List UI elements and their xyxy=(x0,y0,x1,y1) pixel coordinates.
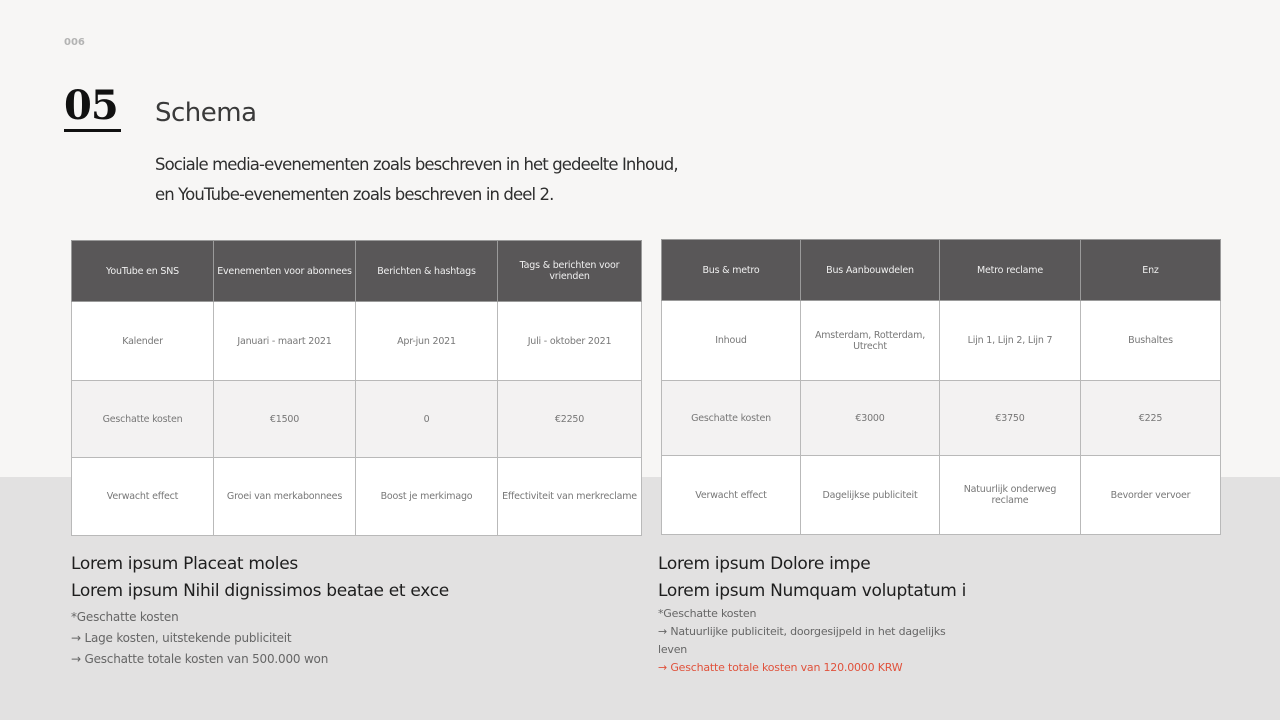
page-title: Schema xyxy=(155,98,257,128)
note-line: *Geschatte kosten xyxy=(658,607,757,620)
note-line: *Geschatte kosten xyxy=(71,610,179,624)
table-cell: Dagelijkse publiciteit xyxy=(801,456,940,535)
table-cell: Lijn 1, Lijn 2, Lijn 7 xyxy=(940,301,1081,381)
table-cell: Januari - maart 2021 xyxy=(214,302,356,381)
page-number: 006 xyxy=(64,37,85,48)
note-heading: Lorem ipsum Dolore impe xyxy=(658,554,871,574)
row-label: Verwacht effect xyxy=(662,456,801,535)
column-header: Bus & metro xyxy=(662,240,801,301)
note-heading: Lorem ipsum Nihil dignissimos beatae et exce xyxy=(71,581,449,601)
table-row xyxy=(72,302,642,381)
table-cell: Natuurlijk onderweg reclame xyxy=(940,456,1081,535)
subtitle-line: en YouTube-evenementen zoals beschreven in deel 2. xyxy=(155,185,554,204)
table-row xyxy=(662,301,1221,381)
column-header: Bus Aanbouwdelen xyxy=(801,240,940,301)
table-header-row xyxy=(72,241,642,302)
subtitle-line: Sociale media-evenementen zoals beschreven in het gedeelte Inhoud, xyxy=(155,155,678,174)
note-line: → Geschatte totale kosten van 500.000 won xyxy=(71,652,329,666)
table-cell: 0 xyxy=(356,381,498,458)
note-left xyxy=(71,551,551,670)
table-cell: €3000 xyxy=(801,381,940,456)
table-cell: Apr-jun 2021 xyxy=(356,302,498,381)
table-cell: Amsterdam, Rotterdam, Utrecht xyxy=(801,301,940,381)
column-header: Tags & berichten voor vrienden xyxy=(498,241,642,302)
row-label: Verwacht effect xyxy=(72,458,214,536)
column-header: Enz xyxy=(1081,240,1221,301)
row-label: Geschatte kosten xyxy=(72,381,214,458)
transit-advertising-table xyxy=(661,239,1221,535)
table-cell: Bushaltes xyxy=(1081,301,1221,381)
row-label: Inhoud xyxy=(662,301,801,381)
table-row xyxy=(662,456,1221,535)
table-cell: Bevorder vervoer xyxy=(1081,456,1221,535)
note-line: → Natuurlijke publiciteit, doorgesijpeld in het dagelijks leven xyxy=(658,625,946,656)
note-heading: Lorem ipsum Numquam voluptatum i xyxy=(658,581,967,601)
table-cell: €2250 xyxy=(498,381,642,458)
table-row xyxy=(72,381,642,458)
row-label: Geschatte kosten xyxy=(662,381,801,456)
table-row xyxy=(72,458,642,536)
note-right xyxy=(658,551,967,677)
note-heading: Lorem ipsum Placeat moles xyxy=(71,554,298,574)
page-subtitle xyxy=(155,150,678,210)
table-cell: Groei van merkabonnees xyxy=(214,458,356,536)
section-number: 05 xyxy=(64,84,121,132)
table-cell: €225 xyxy=(1081,381,1221,456)
table-cell: Effectiviteit van merkreclame xyxy=(498,458,642,536)
table-row xyxy=(662,381,1221,456)
column-header: Metro reclame xyxy=(940,240,1081,301)
table-cell: Boost je merkimago xyxy=(356,458,498,536)
row-label: Kalender xyxy=(72,302,214,381)
total-cost-highlight: → Geschatte totale kosten van 120.0000 KRW xyxy=(658,661,903,674)
social-media-schedule-table xyxy=(71,240,642,536)
note-line: → Lage kosten, uitstekende publiciteit xyxy=(71,631,292,645)
column-header: Evenementen voor abonnees xyxy=(214,241,356,302)
table-cell: €1500 xyxy=(214,381,356,458)
table-header-row xyxy=(662,240,1221,301)
column-header: Berichten & hashtags xyxy=(356,241,498,302)
table-cell: Juli - oktober 2021 xyxy=(498,302,642,381)
column-header: YouTube en SNS xyxy=(72,241,214,302)
table-cell: €3750 xyxy=(940,381,1081,456)
